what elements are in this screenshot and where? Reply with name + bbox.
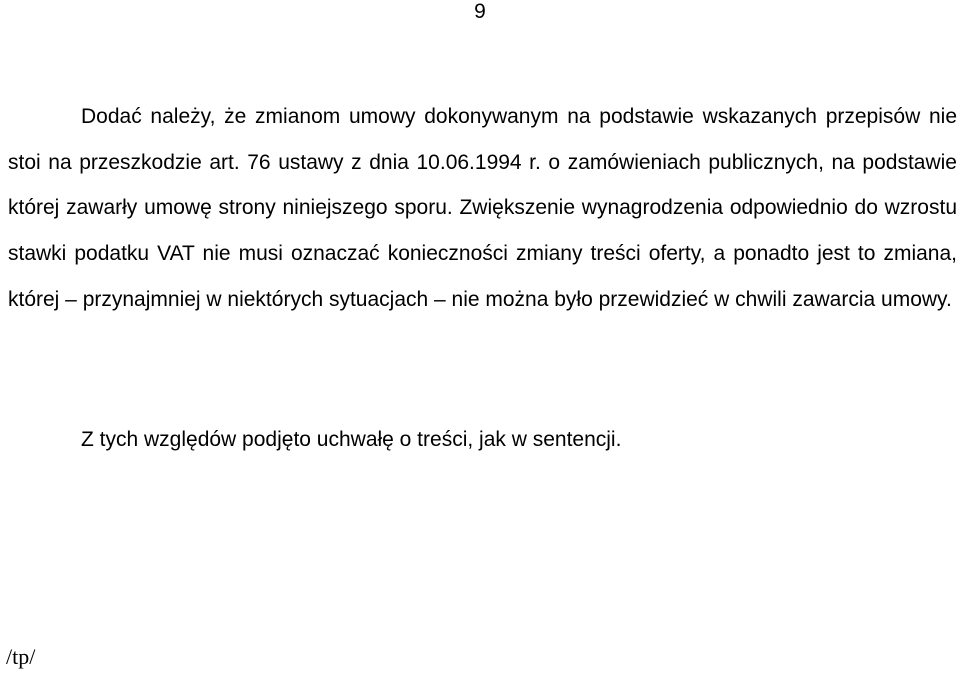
page-number: 9 <box>474 0 486 23</box>
paragraph-conclusion: Z tych względów podjęto uchwałę o treści, jak w sentencji. <box>81 428 622 451</box>
author-reference: /tp/ <box>6 644 36 669</box>
paragraph-reasoning: Dodać należy, że zmianom umowy dokonywanym na podstawie wskazanych przepisów nie stoi na przeszkodzie art. 76 ustawy z dnia 10.06.1994 r. o zamówieniach publicznych, na podstawie której zawarły umowę strony niniejszego sporu. Zwiększenie wynagrodzenia odpowiednio do wzrostu stawki podatku VAT nie musi oznaczać konieczności zmiany treści oferty, a ponadto jest to zmiana, której – przynajmniej w niektórych sytuacjach – nie można było przewidzieć w chwili zawarcia umowy. <box>8 105 957 311</box>
